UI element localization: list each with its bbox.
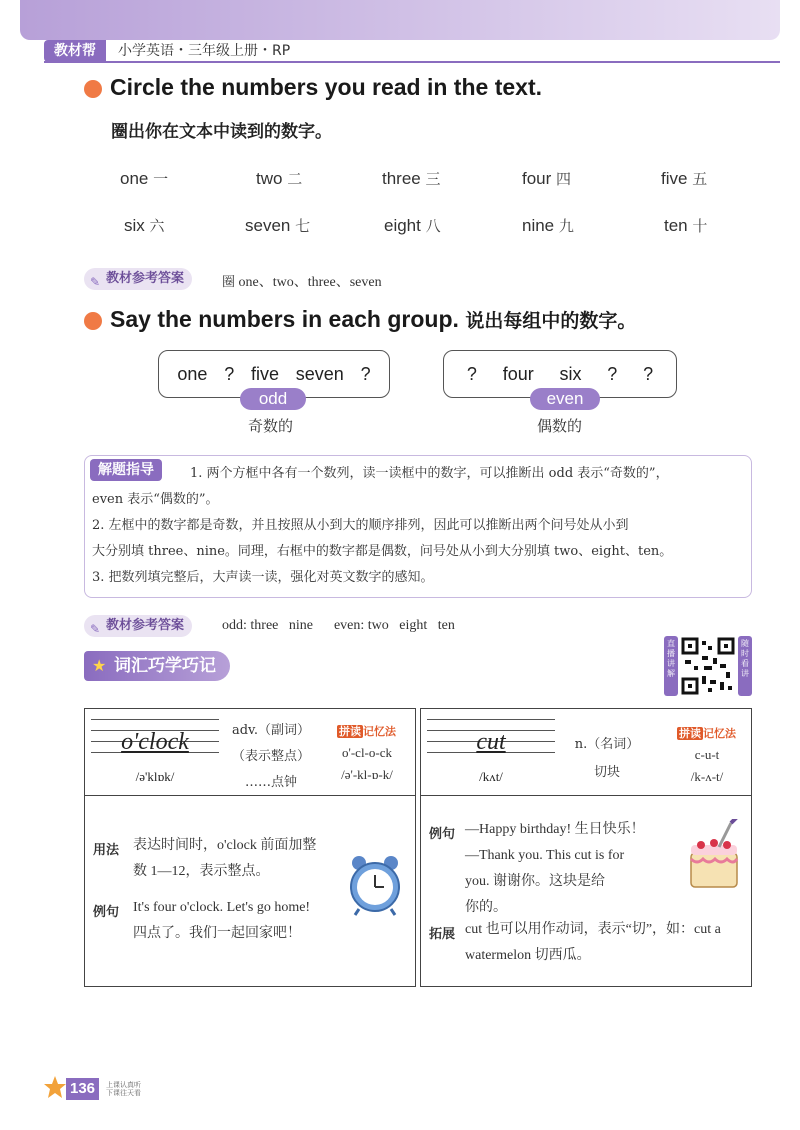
qr-code-icon xyxy=(680,636,736,696)
sequence-item: ? xyxy=(224,363,235,384)
number-item: three 三 xyxy=(382,169,441,188)
qr-code-panel[interactable] xyxy=(664,636,752,696)
extend-text: cut 也可以用作动词，表示“切”，如：cut a watermelon 切西瓜。 xyxy=(465,922,721,963)
sequence-item: ? xyxy=(466,363,477,384)
alarm-clock-icon xyxy=(347,853,403,917)
qr-left-label: 直播讲解 xyxy=(664,636,678,696)
usage-label: 用法 xyxy=(93,843,120,858)
number-item: nine 九 xyxy=(522,216,574,235)
vocab-pos: adv.（副词） xyxy=(231,723,310,738)
vocab-meaning-note: （表示整点） xyxy=(231,749,310,764)
header-divider xyxy=(44,61,780,63)
sequence-item: seven xyxy=(295,363,344,384)
guide-line: 1. 两个方框中各有一个数列，读一读框中的数字，可以推断出 odd 表示“奇数的”， xyxy=(190,466,669,481)
example-text: —Happy birthday! 生日快乐！ —Thank you. This cut is for you. 谢谢你。这块是给 你的。 xyxy=(465,822,645,915)
spell-method-tag: 拼读 记忆法 xyxy=(339,725,396,738)
guide-line: 大分别填 three、nine。同理，右框中的数字都是偶数，问号处从小到大分别填 two、eight、ten。 xyxy=(92,544,673,559)
bullet-dot-icon xyxy=(84,80,102,98)
birthday-cake-icon xyxy=(683,819,743,891)
vocab-card-oclock xyxy=(84,708,416,987)
star-icon: ★ xyxy=(92,656,107,675)
number-item: seven 七 xyxy=(245,216,311,235)
answer-label-tag: ✎ 教材参考答案 xyxy=(84,615,192,637)
section2-answer: odd: three nine even: two eight ten xyxy=(222,618,455,633)
page-number: 136 上课认真听 下课往天看 xyxy=(44,1078,144,1100)
example-text: It's four o'clock. Let's go home! 四点了。我们一起回家吧！ xyxy=(133,900,311,941)
guide-line: even 表示“偶数的”。 xyxy=(92,492,219,507)
sequence-item: ? xyxy=(360,363,371,384)
example-label: 例句 xyxy=(93,905,120,920)
answer-label-tag: ✎ 教材参考答案 xyxy=(84,268,192,290)
odd-caption: 奇数的 xyxy=(248,417,294,435)
bullet-dot-icon xyxy=(84,312,102,330)
number-item: one 一 xyxy=(120,169,169,188)
vocab-word: o'clock xyxy=(121,729,189,755)
guide-label: 解题指导 xyxy=(90,459,162,481)
sequence-item: six xyxy=(559,363,582,384)
qr-right-label: 随时看讲 xyxy=(738,636,752,696)
vocab-pos: n.（名词） xyxy=(574,737,640,752)
pen-icon: ✎ xyxy=(90,275,101,289)
vocab-banner: ★ 词汇巧学巧记 xyxy=(84,651,230,681)
header-badge: 教材帮 xyxy=(44,40,106,62)
usage-text: 表达时间时，o'clock 前面加整 数 1—12，表示整点。 xyxy=(133,838,317,879)
guide-line: 2. 左框中的数字都是奇数，并且按照从小到大的顺序排列，因此可以推断出两个问号处从小到 xyxy=(92,518,629,533)
sequence-item: five xyxy=(250,363,279,384)
sequence-item: ? xyxy=(607,363,618,384)
even-caption: 偶数的 xyxy=(537,417,583,435)
vocab-word: cut xyxy=(476,729,506,755)
vocab-spelling-ipa: /k-ʌ-t/ xyxy=(690,769,724,784)
spell-method-tag: 拼读 记忆法 xyxy=(679,727,736,740)
number-item: ten 十 xyxy=(664,216,708,235)
extend-label: 拓展 xyxy=(429,927,456,942)
number-item: six 六 xyxy=(124,216,165,235)
section1-subtitle: 圈出你在文本中读到的数字。 xyxy=(111,122,332,142)
mascot-icon xyxy=(44,1076,66,1100)
number-item: eight 八 xyxy=(384,216,441,235)
even-pill: even xyxy=(530,388,600,410)
vocab-ipa: /kʌt/ xyxy=(479,769,503,784)
guide-line: 3. 把数列填完整后，大声读一读，强化对英文数字的感知。 xyxy=(92,570,434,585)
example-label: 例句 xyxy=(429,827,456,842)
vocab-meaning: 切块 xyxy=(593,765,620,780)
number-item: four 四 xyxy=(522,169,572,188)
header-title: 小学英语・三年级上册・RP xyxy=(118,43,291,59)
vocab-meaning: ……点钟 xyxy=(244,775,297,790)
section1-title: Circle the numbers you read in the text. xyxy=(84,74,542,101)
section2-title: Say the numbers in each group. 说出每组中的数字。 xyxy=(84,306,636,333)
card-divider xyxy=(85,795,415,796)
sequence-item: ? xyxy=(643,363,654,384)
pen-icon: ✎ xyxy=(90,622,101,636)
top-decoration-band xyxy=(20,0,780,40)
number-item: five 五 xyxy=(661,169,708,188)
vocab-spelling: o'-cl-o-ck xyxy=(342,745,392,760)
vocab-spelling: c-u-t xyxy=(694,747,720,762)
vocab-spelling-ipa: /ə'-kl-ɒ-k/ xyxy=(341,767,393,782)
section1-answer: 圈 one、two、three、seven xyxy=(222,275,382,290)
sequence-item: one xyxy=(177,363,208,384)
number-item: two 二 xyxy=(256,169,303,188)
vocab-ipa: /ə'klɒk/ xyxy=(135,769,175,784)
sequence-item: four xyxy=(502,363,534,384)
vocab-card-cut xyxy=(420,708,752,987)
card-divider xyxy=(421,795,751,796)
odd-pill: odd xyxy=(240,388,306,410)
